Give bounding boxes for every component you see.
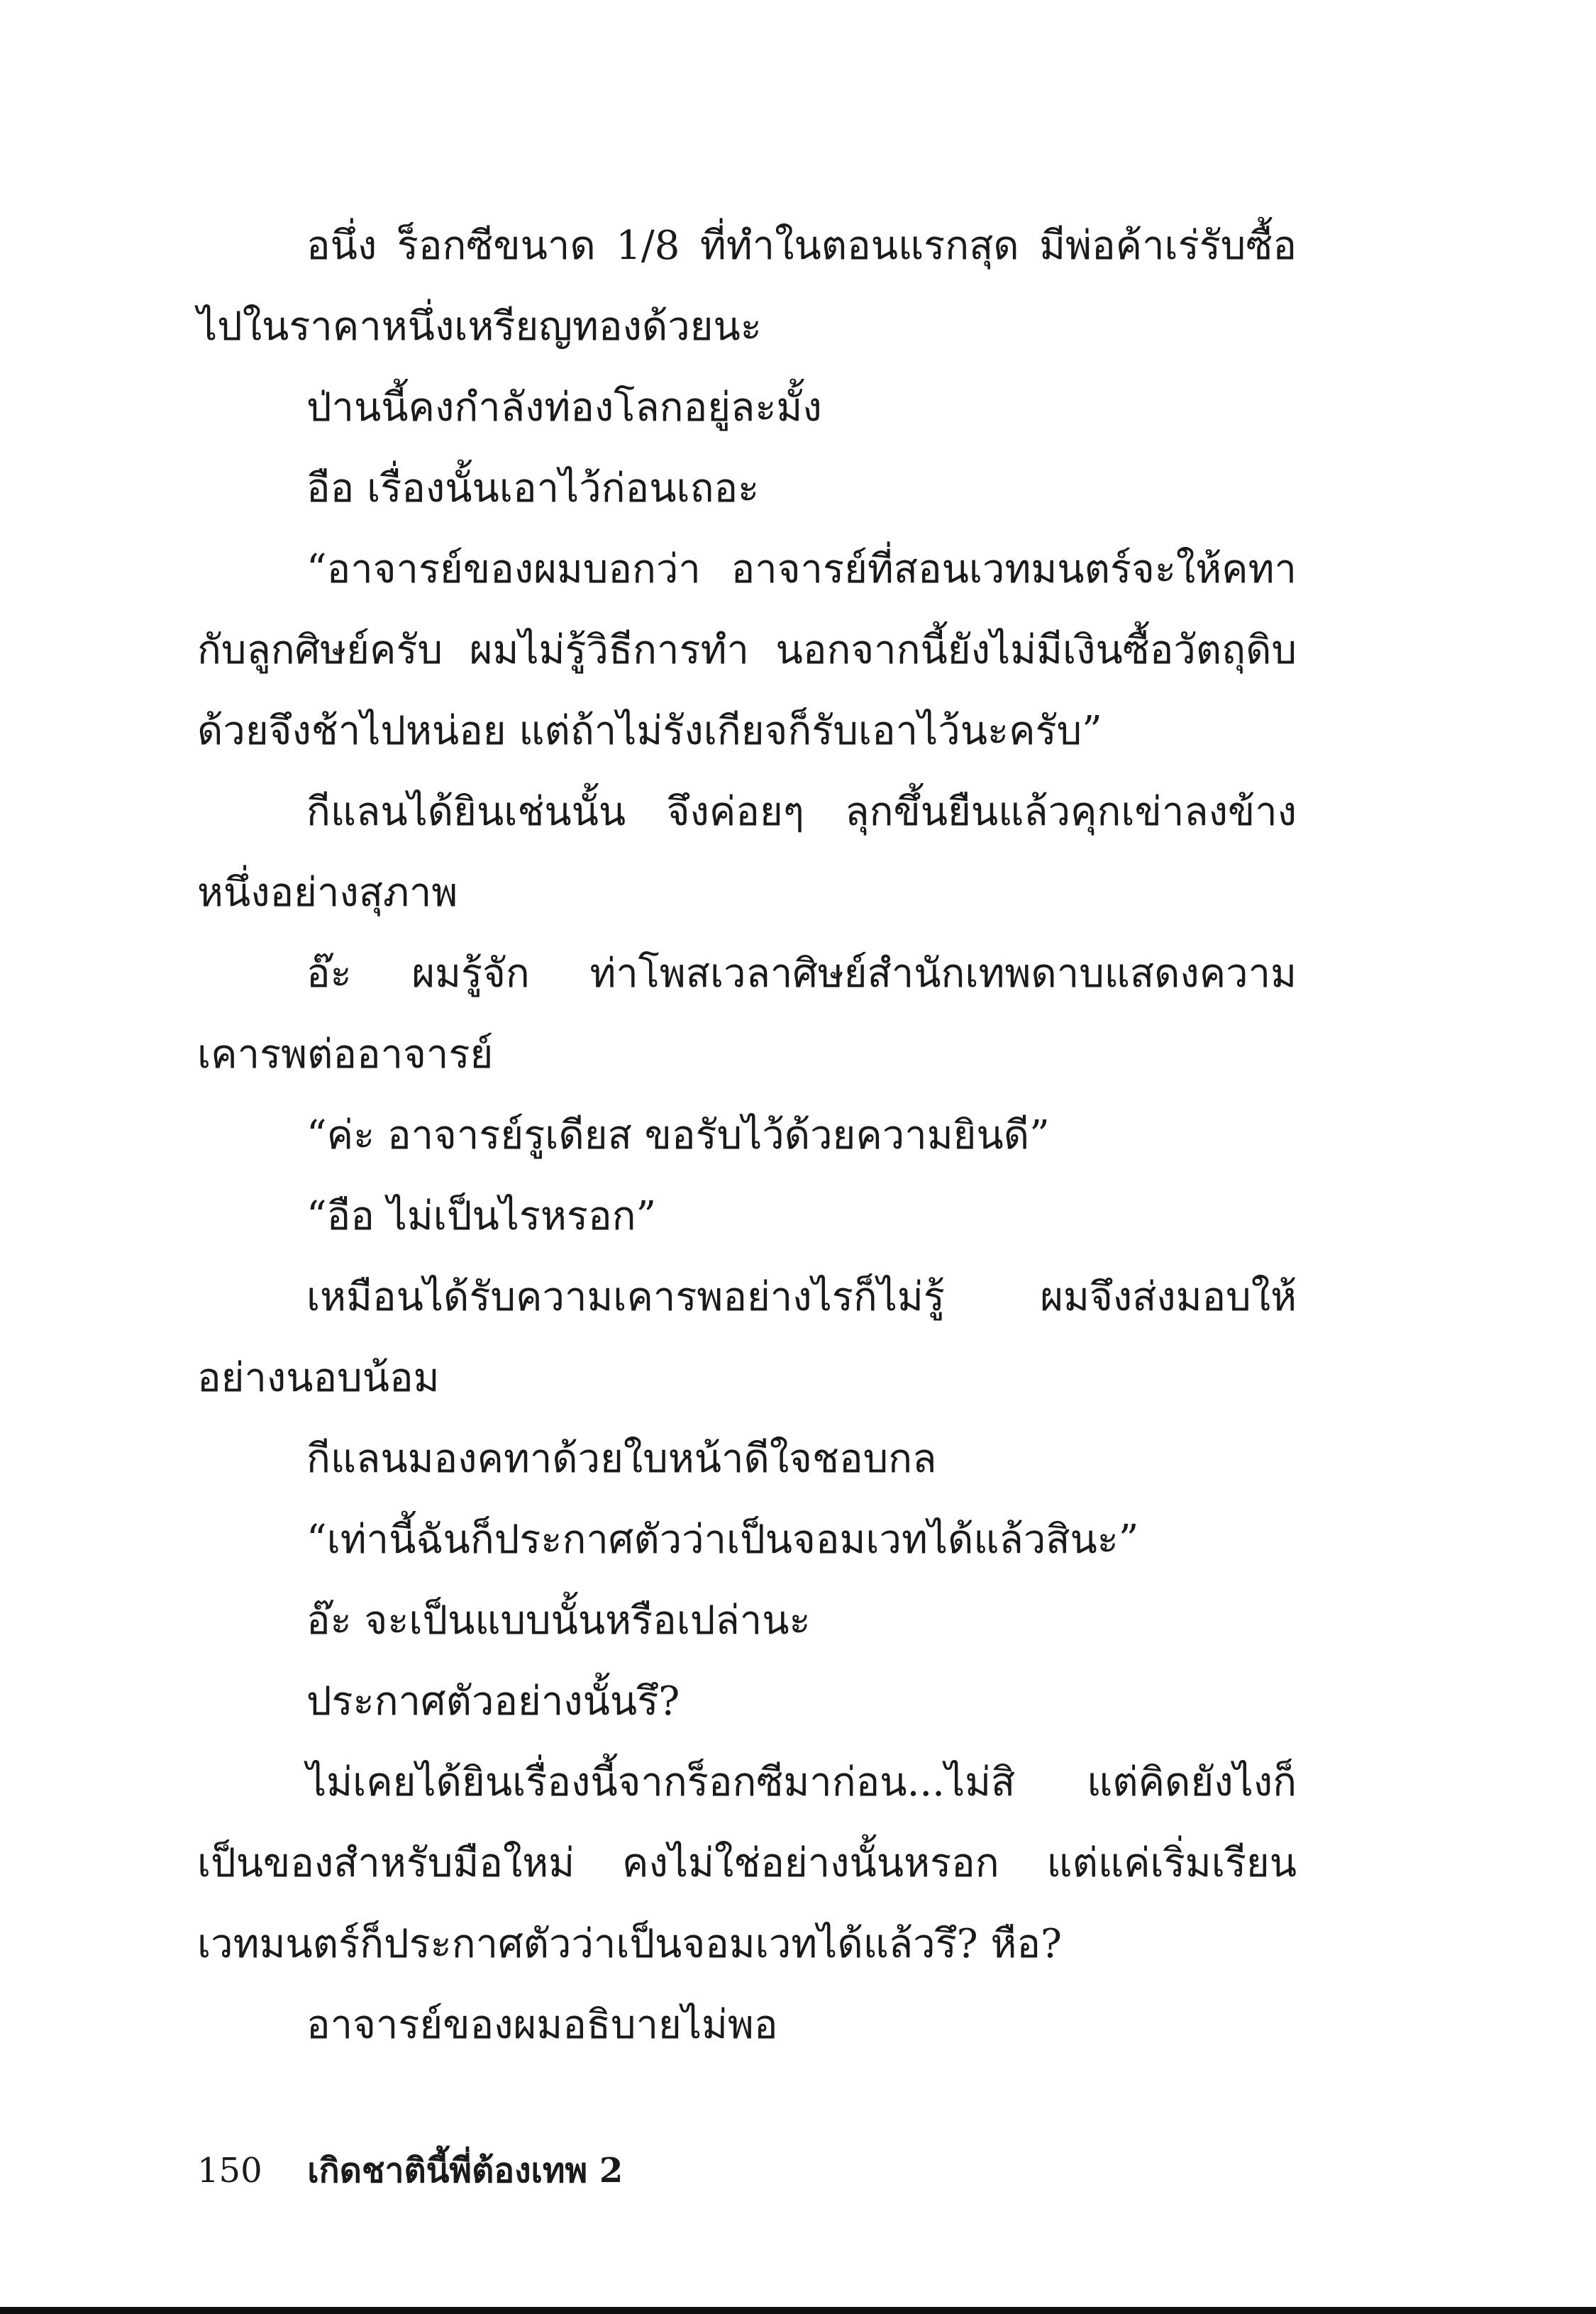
bottom-border-rule	[0, 2307, 1596, 2314]
paragraph: ประกาศตัวอย่างนั้นรึ?	[306, 1678, 680, 1725]
paragraph: “ค่ะ อาจารย์รูเดียส ขอรับไว้ด้วยความยินดี”	[306, 1112, 1050, 1158]
paragraph: กีแลนได้ยินเช่นนั้น จึงค่อยๆ ลุกขึ้นยืนแล้วคุกเข่าลงข้างหนึ่งอย่างสุภาพ	[197, 789, 1297, 916]
paragraph: ไม่เคยได้ยินเรื่องนี้จากร็อกซีมาก่อน...ไม่สิ แต่คิดยังไงก็เป็นของสำหรับมือใหม่ คงไม่ใช่อย่างนั้นหรอก แต่แค่เริ่มเรียนเวทมนตร์ก็ประกาศตัวว่าเป็นจอมเวทได้แล้วรึ? หือ?	[197, 1759, 1297, 1967]
book-title: เกิดชาตินี้พี่ต้องเทพ 2	[307, 2151, 624, 2191]
page-body	[197, 206, 1297, 2066]
paragraph: อ๊ะ จะเป็นแบบนั้นหรือเปล่านะ	[306, 1598, 811, 1644]
paragraph: อนึ่ง ร็อกซีขนาด 1/8 ที่ทำในตอนแรกสุด มีพ่อค้าเร่รับซื้อไปในราคาหนึ่งเหรียญทองด้วยนะ	[197, 223, 1297, 350]
page-footer	[197, 2149, 623, 2192]
paragraph: กีแลนมองคทาด้วยใบหน้าดีใจชอบกล	[306, 1436, 937, 1482]
paragraph: อือ เรื่องนั้นเอาไว้ก่อนเถอะ	[306, 465, 760, 511]
paragraph: อ๊ะ ผมรู้จัก ท่าโพสเวลาศิษย์สำนักเทพดาบแสดงความเคารพต่ออาจารย์	[197, 951, 1297, 1078]
paragraph: ป่านนี้คงกำลังท่องโลกอยู่ละมั้ง	[306, 384, 822, 431]
page-number: 150	[197, 2151, 262, 2191]
paragraph: “อาจารย์ของผมบอกว่า อาจารย์ที่สอนเวทมนตร์จะให้คทากับลูกศิษย์ครับ ผมไม่รู้วิธีการทำ นอกจากนี้ยังไม่มีเงินซื้อวัตถุดิบด้วยจึงช้าไปหน่อย แต่ถ้าไม่รังเกียจก็รับเอาไว้นะครับ”	[197, 546, 1297, 754]
paragraph: “อือ ไม่เป็นไรหรอก”	[306, 1193, 657, 1239]
paragraph: เหมือนได้รับความเคารพอย่างไรก็ไม่รู้ ผมจึงส่งมอบให้อย่างนอบน้อม	[197, 1274, 1297, 1401]
paragraph: อาจารย์ของผมอธิบายไม่พอ	[306, 2002, 778, 2048]
paragraph: “เท่านี้ฉันก็ประกาศตัวว่าเป็นจอมเวทได้แล้วสินะ”	[306, 1517, 1139, 1563]
